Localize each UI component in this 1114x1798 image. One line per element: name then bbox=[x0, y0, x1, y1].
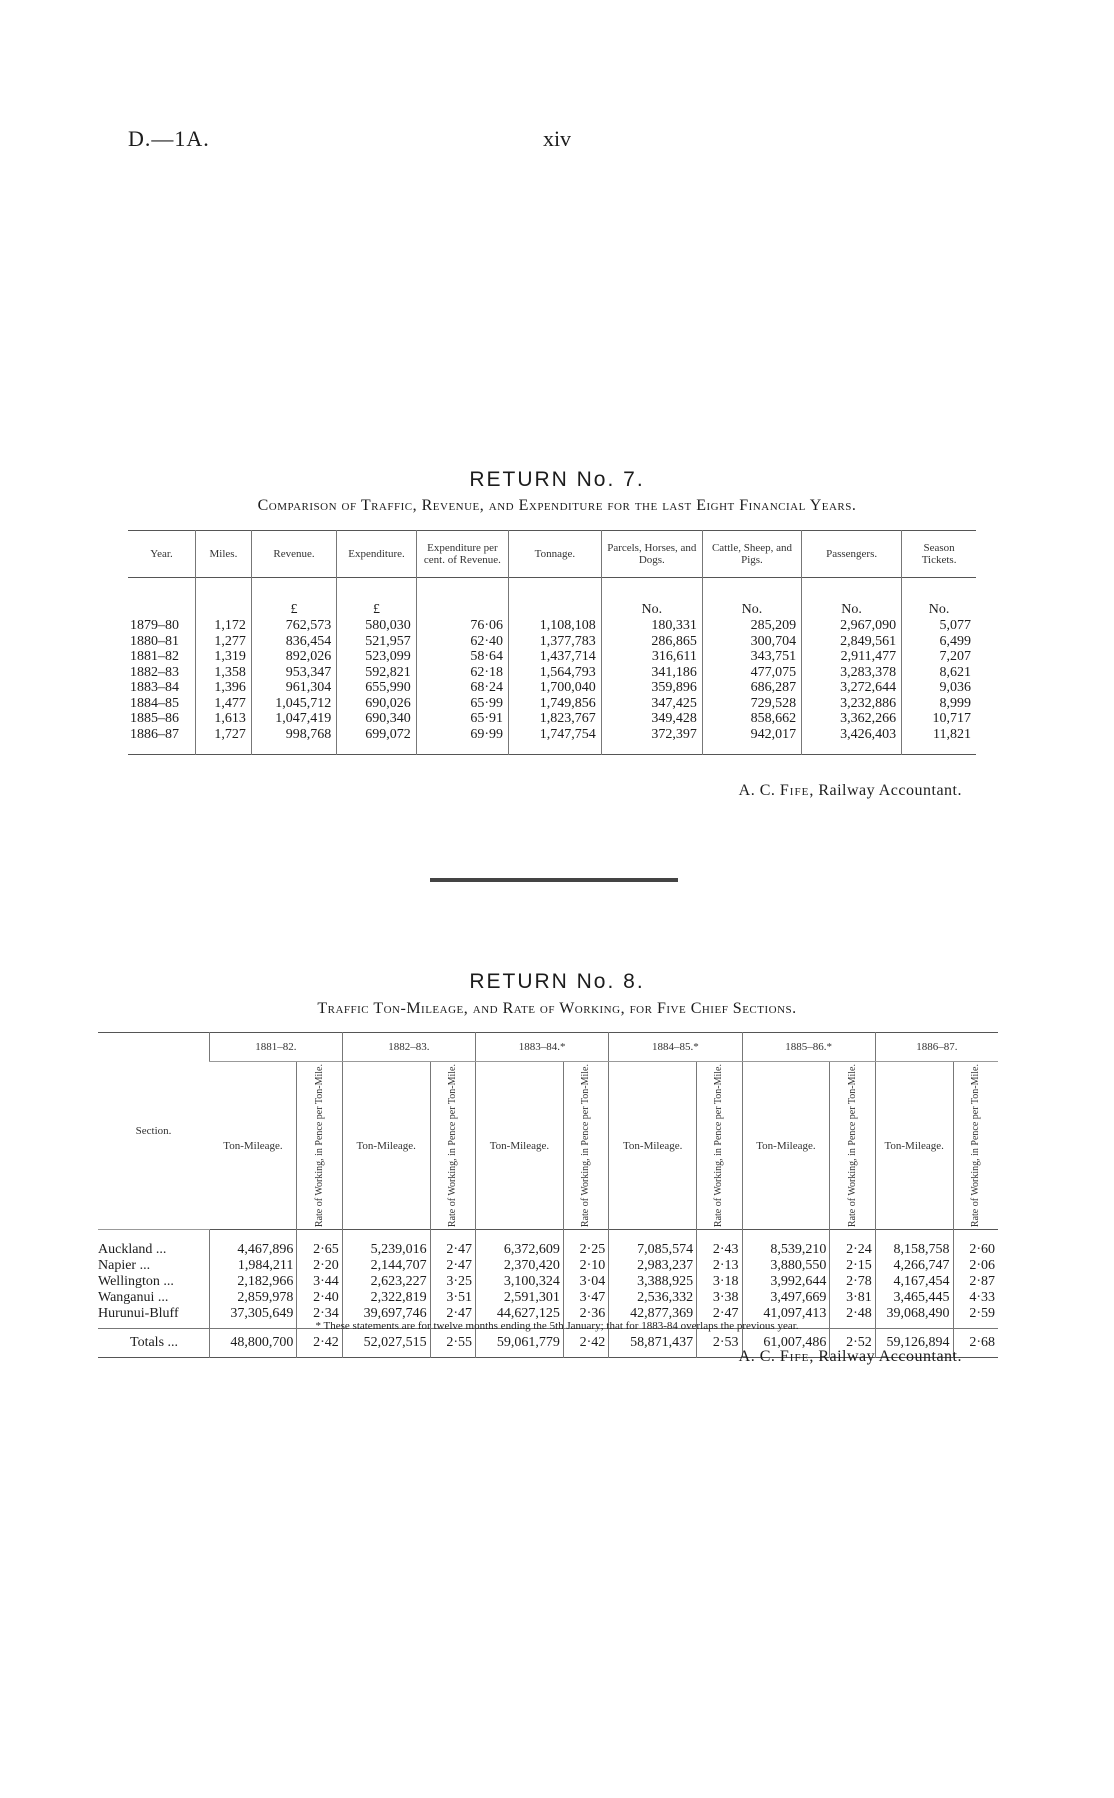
cell: 1,358 bbox=[196, 665, 252, 681]
cell: 58,871,437 bbox=[609, 1329, 697, 1358]
cell: 7,085,574 bbox=[609, 1230, 697, 1259]
cell: 1884–85 bbox=[130, 695, 179, 711]
table-row bbox=[128, 727, 976, 755]
cell: 2·42 bbox=[563, 1329, 608, 1358]
cell: 3,272,644 bbox=[802, 680, 902, 696]
cell: 836,454 bbox=[251, 634, 336, 650]
cell: 892,026 bbox=[251, 649, 336, 665]
return7-signature bbox=[739, 782, 962, 800]
cell: 1,564,793 bbox=[509, 665, 602, 681]
col-miles: Miles. bbox=[196, 531, 252, 578]
cell: 2,967,090 bbox=[802, 618, 902, 634]
cell: 3·51 bbox=[430, 1290, 475, 1306]
cell: 286,865 bbox=[601, 634, 702, 650]
cell: 521,957 bbox=[337, 634, 417, 650]
ton-mileage-header: Ton-Mileage. bbox=[223, 1139, 283, 1152]
cell: 3·18 bbox=[697, 1274, 742, 1290]
cell: 11,821 bbox=[902, 727, 976, 755]
cell: 44,627,125 bbox=[476, 1306, 564, 1329]
table-row bbox=[128, 649, 976, 665]
cell: 52,027,515 bbox=[342, 1329, 430, 1358]
signature-title: , Railway Accountant. bbox=[809, 1348, 962, 1365]
table-row bbox=[98, 1258, 998, 1274]
cell: 69·99 bbox=[416, 727, 508, 755]
cell: 65·91 bbox=[416, 711, 508, 727]
table-row bbox=[128, 711, 976, 727]
cell: 2·24 bbox=[830, 1230, 875, 1259]
cell: 5,077 bbox=[902, 618, 976, 634]
cell: 3·38 bbox=[697, 1290, 742, 1306]
cell: 2·40 bbox=[297, 1290, 342, 1306]
table-row bbox=[98, 1230, 998, 1259]
cell: 2·78 bbox=[830, 1274, 875, 1290]
return8-subheader-row bbox=[98, 1062, 998, 1230]
cell: 316,611 bbox=[601, 649, 702, 665]
rate-label: Rate of Working, in Pence per Ton-Mile. bbox=[313, 1064, 325, 1228]
cell: Totals ... bbox=[98, 1329, 210, 1358]
col-parcels: Parcels, Horses, and Dogs. bbox=[601, 531, 702, 578]
cell: 68·24 bbox=[416, 680, 508, 696]
signature-title: , Railway Accountant. bbox=[809, 782, 962, 799]
cell: 4·33 bbox=[953, 1290, 998, 1306]
cell: 3·81 bbox=[830, 1290, 875, 1306]
year-header: 1886–87. bbox=[875, 1033, 998, 1062]
return8-years-row bbox=[98, 1033, 998, 1062]
cell: 729,528 bbox=[702, 696, 801, 712]
rate-label: Rate of Working, in Pence per Ton-Mile. bbox=[713, 1064, 725, 1228]
cell: 2·25 bbox=[563, 1230, 608, 1259]
signature-name: Fife bbox=[779, 782, 810, 799]
cell: 2·34 bbox=[297, 1306, 342, 1329]
rate-header bbox=[697, 1062, 742, 1230]
cell: 592,821 bbox=[337, 665, 417, 681]
cell: 39,697,746 bbox=[342, 1306, 430, 1329]
rate-label: Rate of Working, in Pence per Ton-Mile. bbox=[846, 1064, 858, 1228]
cell: 76·06 bbox=[416, 618, 508, 634]
cell: 655,990 bbox=[337, 680, 417, 696]
unit-cell: £ bbox=[337, 578, 417, 619]
cell: 2·47 bbox=[430, 1306, 475, 1329]
unit-cell: No. bbox=[802, 578, 902, 619]
cell: 2·48 bbox=[830, 1306, 875, 1329]
rate-header bbox=[563, 1062, 608, 1230]
ton-mileage-header: Ton-Mileage. bbox=[342, 1062, 430, 1230]
signature-initials: A. C. bbox=[738, 1348, 776, 1365]
cell: 3,465,445 bbox=[875, 1290, 953, 1306]
cell: 2,144,707 bbox=[342, 1258, 430, 1274]
col-expenditure: Expenditure. bbox=[337, 531, 417, 578]
unit-cell: £ bbox=[251, 578, 336, 619]
cell: 3·04 bbox=[563, 1274, 608, 1290]
ton-mileage-header: Ton-Mileage. bbox=[476, 1062, 564, 1230]
cell: 2·55 bbox=[430, 1329, 475, 1358]
page-code: D.—1A. bbox=[128, 126, 210, 151]
cell: 2,849,561 bbox=[802, 634, 902, 650]
unit-cell: No. bbox=[702, 578, 801, 619]
rate-header bbox=[297, 1062, 342, 1230]
cell: 2·68 bbox=[953, 1329, 998, 1358]
ton-mileage-header: Ton-Mileage. bbox=[742, 1062, 830, 1230]
signature-name: Fife bbox=[779, 1348, 810, 1365]
cell: 953,347 bbox=[251, 665, 336, 681]
cell: 3·25 bbox=[430, 1274, 475, 1290]
cell: 1,749,856 bbox=[509, 696, 602, 712]
cell: 2·47 bbox=[430, 1230, 475, 1259]
unit-cell: No. bbox=[902, 578, 976, 619]
cell: 5,239,016 bbox=[342, 1230, 430, 1259]
cell: 1880–81 bbox=[130, 633, 179, 649]
cell: 1,172 bbox=[196, 618, 252, 634]
ton-mileage-header: Ton-Mileage. bbox=[875, 1062, 953, 1230]
cell: 3·44 bbox=[297, 1274, 342, 1290]
cell: 2,911,477 bbox=[802, 649, 902, 665]
cell: 62·40 bbox=[416, 634, 508, 650]
page-number: xiv bbox=[542, 126, 572, 151]
footnote: * These statements are for twelve months ending the 5th January; that for 1883-84 overlaps the previous year. bbox=[315, 1320, 799, 1332]
rate-header bbox=[830, 1062, 875, 1230]
cell: 48,800,700 bbox=[210, 1329, 297, 1358]
unit-cell bbox=[509, 578, 602, 619]
cell: 3·47 bbox=[563, 1290, 608, 1306]
cell: 372,397 bbox=[601, 727, 702, 755]
cell: 65·99 bbox=[416, 696, 508, 712]
rate-label: Rate of Working, in Pence per Ton-Mile. bbox=[580, 1064, 592, 1228]
cell: 2·87 bbox=[953, 1274, 998, 1290]
cell: 2·43 bbox=[697, 1230, 742, 1259]
cell: 59,061,779 bbox=[476, 1329, 564, 1358]
col-year: Year. bbox=[150, 548, 173, 560]
cell: 3,426,403 bbox=[802, 727, 902, 755]
cell: 3,283,378 bbox=[802, 665, 902, 681]
cell: 1,437,714 bbox=[509, 649, 602, 665]
cell: 180,331 bbox=[601, 618, 702, 634]
rate-header bbox=[430, 1062, 475, 1230]
cell: 3,362,266 bbox=[802, 711, 902, 727]
cell: 2·10 bbox=[563, 1258, 608, 1274]
cell: 2·15 bbox=[830, 1258, 875, 1274]
cell: 349,428 bbox=[601, 711, 702, 727]
return7-table bbox=[128, 530, 976, 755]
cell: 2·52 bbox=[830, 1329, 875, 1358]
cell: 61,007,486 bbox=[742, 1329, 830, 1358]
cell: 1,613 bbox=[196, 711, 252, 727]
cell: 1,984,211 bbox=[210, 1258, 297, 1274]
cell: 2,182,966 bbox=[210, 1274, 297, 1290]
cell: 1879–80 bbox=[130, 618, 179, 633]
col-expenditure-percent: Expenditure per cent. of Revenue. bbox=[416, 531, 508, 578]
section-divider bbox=[430, 878, 678, 882]
cell: 1,396 bbox=[196, 680, 252, 696]
cell: 477,075 bbox=[702, 665, 801, 681]
cell: 1,823,767 bbox=[509, 711, 602, 727]
cell: 6,499 bbox=[902, 634, 976, 650]
cell: 2·59 bbox=[953, 1306, 998, 1329]
cell: 8,621 bbox=[902, 665, 976, 681]
cell: 961,304 bbox=[251, 680, 336, 696]
cell: 59,126,894 bbox=[875, 1329, 953, 1358]
rate-label: Rate of Working, in Pence per Ton-Mile. bbox=[969, 1064, 981, 1228]
cell: 686,287 bbox=[702, 680, 801, 696]
cell: 3,232,886 bbox=[802, 696, 902, 712]
cell: 1,727 bbox=[196, 727, 252, 755]
cell: 2·20 bbox=[297, 1258, 342, 1274]
unit-cell bbox=[416, 578, 508, 619]
cell: 343,751 bbox=[702, 649, 801, 665]
cell: 2,322,819 bbox=[342, 1290, 430, 1306]
cell: 3,100,324 bbox=[476, 1274, 564, 1290]
table-row bbox=[128, 680, 976, 696]
cell: 2·47 bbox=[430, 1258, 475, 1274]
table-row bbox=[128, 665, 976, 681]
unit-cell bbox=[196, 578, 252, 619]
cell: 1883–84 bbox=[130, 680, 179, 695]
cell: 1,045,712 bbox=[251, 696, 336, 712]
cell: 942,017 bbox=[702, 727, 801, 755]
cell: 2,983,237 bbox=[609, 1258, 697, 1274]
cell: 2,623,227 bbox=[342, 1274, 430, 1290]
cell: 1882–83 bbox=[130, 664, 179, 680]
table-row bbox=[98, 1274, 998, 1290]
rate-label: Rate of Working, in Pence per Ton-Mile. bbox=[446, 1064, 458, 1228]
cell: 62·18 bbox=[416, 665, 508, 681]
cell: 37,305,649 bbox=[210, 1306, 297, 1329]
cell: 300,704 bbox=[702, 634, 801, 650]
cell: 523,099 bbox=[337, 649, 417, 665]
cell: 2,370,420 bbox=[476, 1258, 564, 1274]
cell: 1,319 bbox=[196, 649, 252, 665]
cell: 3,497,669 bbox=[742, 1290, 830, 1306]
cell: 285,209 bbox=[702, 618, 801, 634]
return7-subtitle: Comparison of Traffic, Revenue, and Expenditure for the last Eight Financial Years. bbox=[257, 497, 857, 514]
cell: 8,539,210 bbox=[742, 1230, 830, 1259]
cell: 1,747,754 bbox=[509, 727, 602, 755]
cell: 1885–86 bbox=[130, 711, 179, 726]
col-season-tickets: Season Tickets. bbox=[902, 531, 976, 578]
cell: 8,158,758 bbox=[875, 1230, 953, 1259]
cell: 2·06 bbox=[953, 1258, 998, 1274]
cell: 690,340 bbox=[337, 711, 417, 727]
cell: 2,536,332 bbox=[609, 1290, 697, 1306]
cell: 1881–82 bbox=[130, 649, 179, 664]
cell: 2·42 bbox=[297, 1329, 342, 1358]
cell: 2,591,301 bbox=[476, 1290, 564, 1306]
col-cattle: Cattle, Sheep, and Pigs. bbox=[702, 531, 801, 578]
table-row bbox=[128, 634, 976, 650]
cell: 41,097,413 bbox=[742, 1306, 830, 1329]
return7-header-row bbox=[128, 531, 976, 578]
rate-header bbox=[953, 1062, 998, 1230]
cell: 1,047,419 bbox=[251, 711, 336, 727]
col-tonnage: Tonnage. bbox=[509, 531, 602, 578]
cell: 998,768 bbox=[251, 727, 336, 755]
cell: 699,072 bbox=[337, 727, 417, 755]
cell: 4,167,454 bbox=[875, 1274, 953, 1290]
cell: 2·47 bbox=[697, 1306, 742, 1329]
year-header: 1885–86.* bbox=[742, 1033, 875, 1062]
cell: Wanganui ... bbox=[98, 1290, 169, 1306]
col-section: Section. bbox=[98, 1033, 210, 1230]
cell: 6,372,609 bbox=[476, 1230, 564, 1259]
cell: 2·13 bbox=[697, 1258, 742, 1274]
cell: 1,277 bbox=[196, 634, 252, 650]
table-row bbox=[128, 696, 976, 712]
cell: 42,877,369 bbox=[609, 1306, 697, 1329]
cell: 347,425 bbox=[601, 696, 702, 712]
cell: 7,207 bbox=[902, 649, 976, 665]
cell: 3,388,925 bbox=[609, 1274, 697, 1290]
cell: 39,068,490 bbox=[875, 1306, 953, 1329]
cell: 8,999 bbox=[902, 696, 976, 712]
cell: 2,859,978 bbox=[210, 1290, 297, 1306]
return8-table bbox=[98, 1032, 998, 1358]
year-header: 1884–85.* bbox=[609, 1033, 742, 1062]
cell: 2·53 bbox=[697, 1329, 742, 1358]
cell: 359,896 bbox=[601, 680, 702, 696]
unit-cell: No. bbox=[601, 578, 702, 619]
year-header: 1881–82. bbox=[210, 1033, 343, 1062]
return8-signature bbox=[739, 1348, 962, 1366]
cell: Auckland ... bbox=[98, 1242, 167, 1258]
cell: 1,377,783 bbox=[509, 634, 602, 650]
cell: 858,662 bbox=[702, 711, 801, 727]
year-header: 1883–84.* bbox=[476, 1033, 609, 1062]
cell: Napier ... bbox=[98, 1258, 151, 1274]
cell: 1,700,040 bbox=[509, 680, 602, 696]
cell: 341,186 bbox=[601, 665, 702, 681]
cell: 2·65 bbox=[297, 1230, 342, 1259]
year-header: 1882–83. bbox=[342, 1033, 475, 1062]
return7-units-row bbox=[128, 578, 976, 619]
cell: 4,467,896 bbox=[210, 1230, 297, 1259]
cell: 1,108,108 bbox=[509, 618, 602, 634]
cell: Wellington ... bbox=[98, 1274, 174, 1290]
col-revenue: Revenue. bbox=[251, 531, 336, 578]
cell: 9,036 bbox=[902, 680, 976, 696]
cell: Hurunui-Bluff bbox=[98, 1306, 179, 1322]
cell: 58·64 bbox=[416, 649, 508, 665]
cell: 3,992,644 bbox=[742, 1274, 830, 1290]
signature-initials: A. C. bbox=[738, 782, 776, 799]
table-row bbox=[128, 618, 976, 634]
unit-cell bbox=[128, 578, 196, 619]
cell: 762,573 bbox=[251, 618, 336, 634]
cell: 2·60 bbox=[953, 1230, 998, 1259]
return8-subtitle: Traffic Ton-Mileage, and Rate of Working, for Five Chief Sections. bbox=[317, 1000, 797, 1017]
cell: 1,477 bbox=[196, 696, 252, 712]
cell: 1886–87 bbox=[130, 726, 179, 742]
cell: 3,880,550 bbox=[742, 1258, 830, 1274]
cell: 690,026 bbox=[337, 696, 417, 712]
return8-title: RETURN No. 8. bbox=[469, 970, 645, 993]
cell: 4,266,747 bbox=[875, 1258, 953, 1274]
cell: 10,717 bbox=[902, 711, 976, 727]
table-row bbox=[98, 1290, 998, 1306]
return7-title: RETURN No. 7. bbox=[469, 468, 645, 491]
cell: 2·36 bbox=[563, 1306, 608, 1329]
cell: 580,030 bbox=[337, 618, 417, 634]
ton-mileage-header: Ton-Mileage. bbox=[609, 1062, 697, 1230]
col-passengers: Passengers. bbox=[802, 531, 902, 578]
